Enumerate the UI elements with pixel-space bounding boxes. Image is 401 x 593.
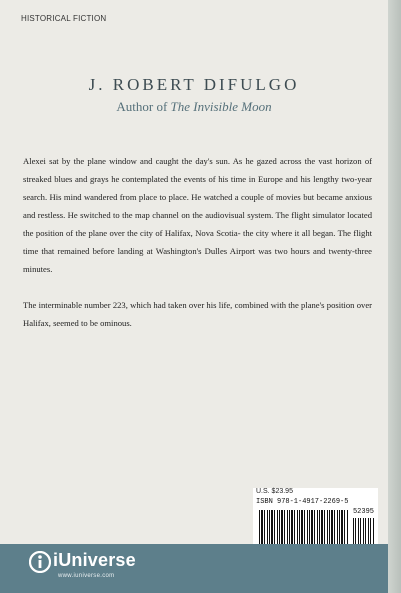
genre-label: HISTORICAL FICTION [21,14,107,23]
author-name: J. ROBERT DIFULGO [88,75,300,94]
previous-book-title: The Invisible Moon [170,99,272,114]
publisher-name: iUniverse [53,550,136,570]
author-of-prefix: Author of [116,99,168,114]
iuniverse-logo-icon [29,551,51,573]
price-label: U.S. $23.95 [256,488,293,495]
isbn-label: ISBN 978-1-4917-2269-5 [256,498,349,506]
author-of-line [0,99,388,115]
barcode-addon-number: 52395 [352,508,374,516]
blurb-paragraph-1: Alexei sat by the plane window and caught the day's sun. As he gazed across the vast horizon of streaked blues and grays he contemplated the events of his time in Europe and his lengthy two-year search. His mind wandered from place to place. He watched a couple of movies but became anxious and restless. He switched to the map channel on the audiovisual system. The flight simulator located the position of the plane over the city of Halifax, Nova Scotia- the city where it all began. The flight time that remained before landing at Washington's Dulles Airport was two hours and twenty-three minutes. [23,156,372,274]
book-blurb [23,152,372,350]
page-edge [388,0,401,593]
publisher-band [0,544,388,593]
blurb-paragraph-2: The interminable number 223, which had taken over his life, combined with the plane's position over Halifax, seemed to be ominous. [23,300,372,328]
publisher-url: www.iuniverse.com [58,573,115,579]
